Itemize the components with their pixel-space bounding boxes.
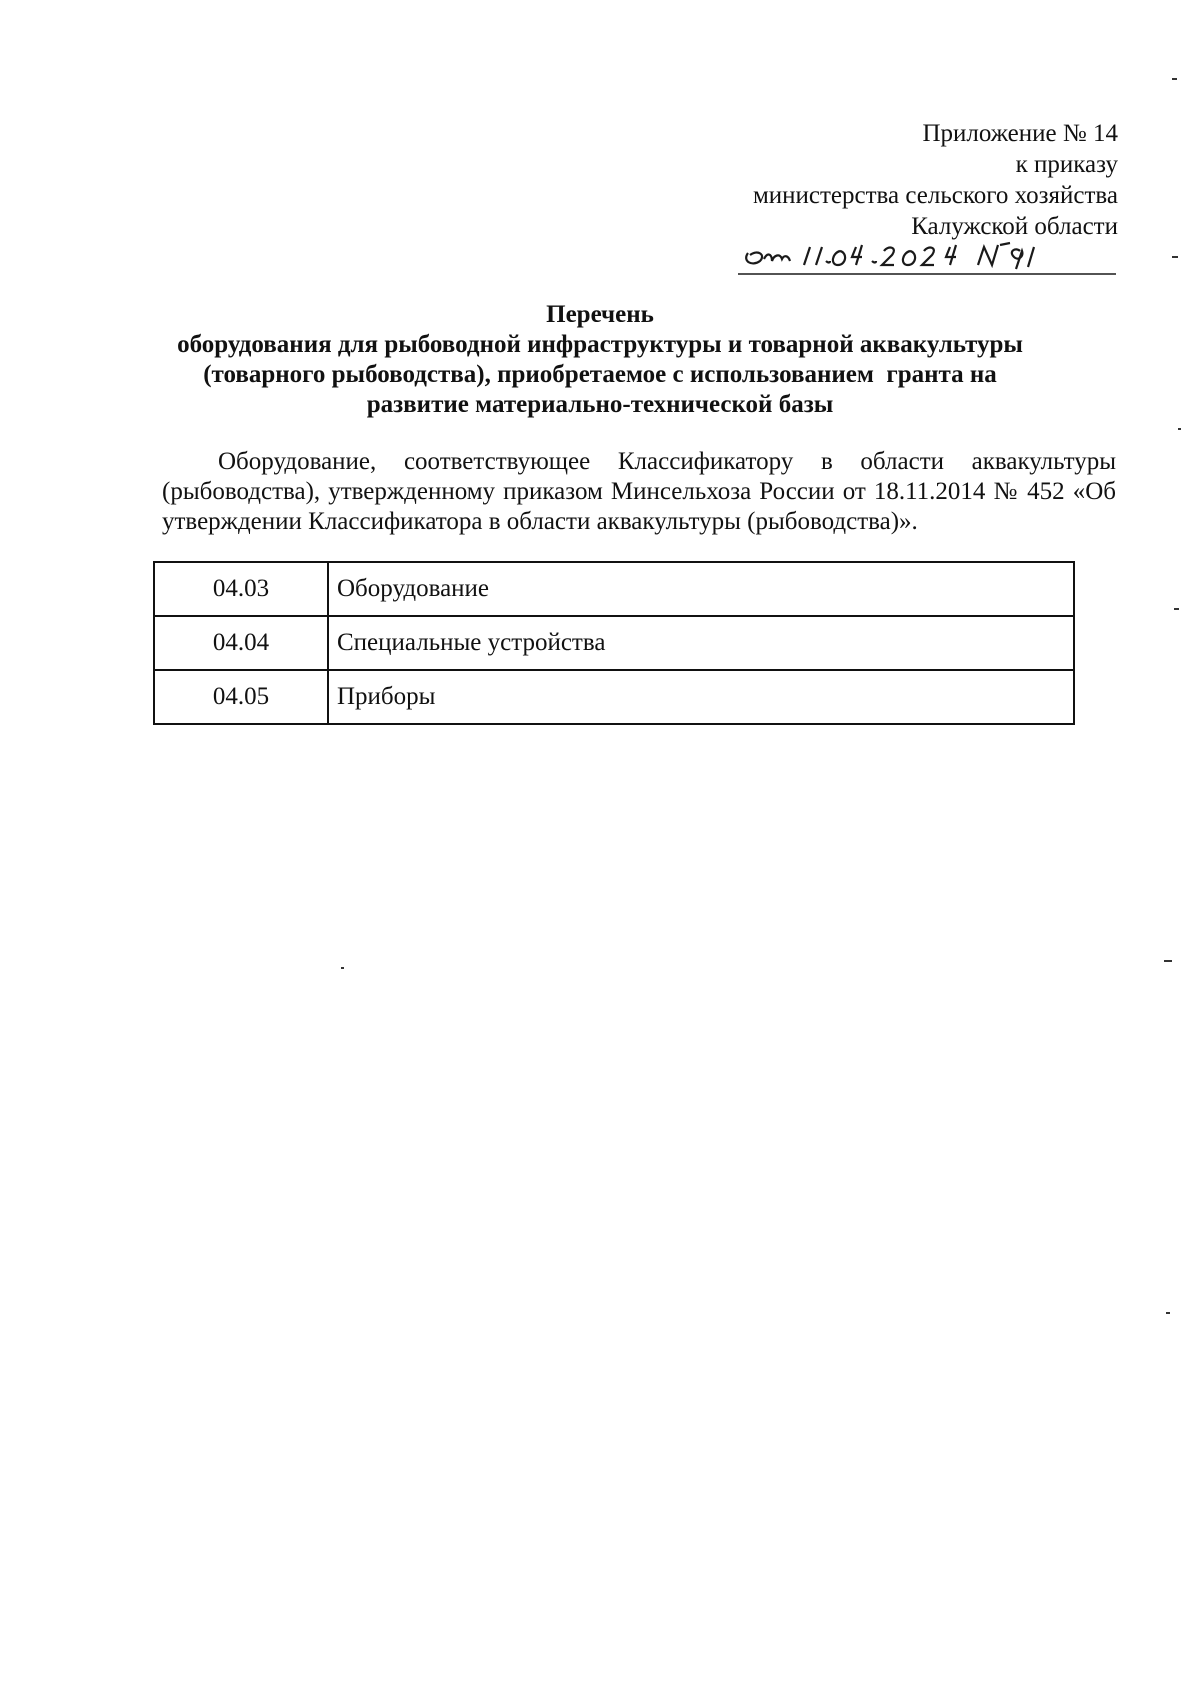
title-line-4: развитие материально-технической базы xyxy=(366,391,834,418)
body-paragraph xyxy=(162,447,1116,537)
scan-speck xyxy=(341,967,344,969)
appendix-ministry: министерства сельского хозяйства xyxy=(752,182,1118,209)
title-heading: Перечень xyxy=(546,301,654,328)
appendix-number: Приложение № 14 xyxy=(922,120,1118,147)
document-title xyxy=(150,300,1050,420)
appendix-header xyxy=(753,118,1118,242)
scan-speck xyxy=(1174,608,1179,610)
scan-speck xyxy=(1166,1312,1170,1314)
scan-speck xyxy=(1172,256,1178,258)
title-line-3: (товарного рыбоводства), приобретаемое с использованием гранта на xyxy=(203,361,997,388)
scan-speck xyxy=(1178,428,1181,430)
table-cell-code: 04.04 xyxy=(154,616,328,670)
classifier-table xyxy=(153,561,1075,725)
table-cell-name: Специальные устройства xyxy=(328,616,1074,670)
appendix-order-ref: к приказу xyxy=(1015,151,1118,178)
handwritten-date-signature xyxy=(738,241,1118,279)
appendix-region: Калужской области xyxy=(911,213,1118,240)
table-cell-code: 04.03 xyxy=(154,562,328,616)
table-cell-code: 04.05 xyxy=(154,670,328,724)
title-line-2: оборудования для рыбоводной инфраструктуры и товарной аквакультуры xyxy=(177,331,1023,358)
scan-speck xyxy=(1164,960,1172,962)
table-row xyxy=(154,562,1074,616)
table-cell-name: Приборы xyxy=(328,670,1074,724)
scan-speck xyxy=(1172,78,1177,80)
body-paragraph-text: Оборудование, соответствующее Классификатору в области аквакультуры (рыбоводства), утвержденному приказом Минсельхоза России от 18.11.2014 № 452 «Об утверждении Классификатора в области аквакультуры (рыбоводства)». xyxy=(162,448,1116,535)
table-cell-name: Оборудование xyxy=(328,562,1074,616)
table-row xyxy=(154,616,1074,670)
table-row xyxy=(154,670,1074,724)
